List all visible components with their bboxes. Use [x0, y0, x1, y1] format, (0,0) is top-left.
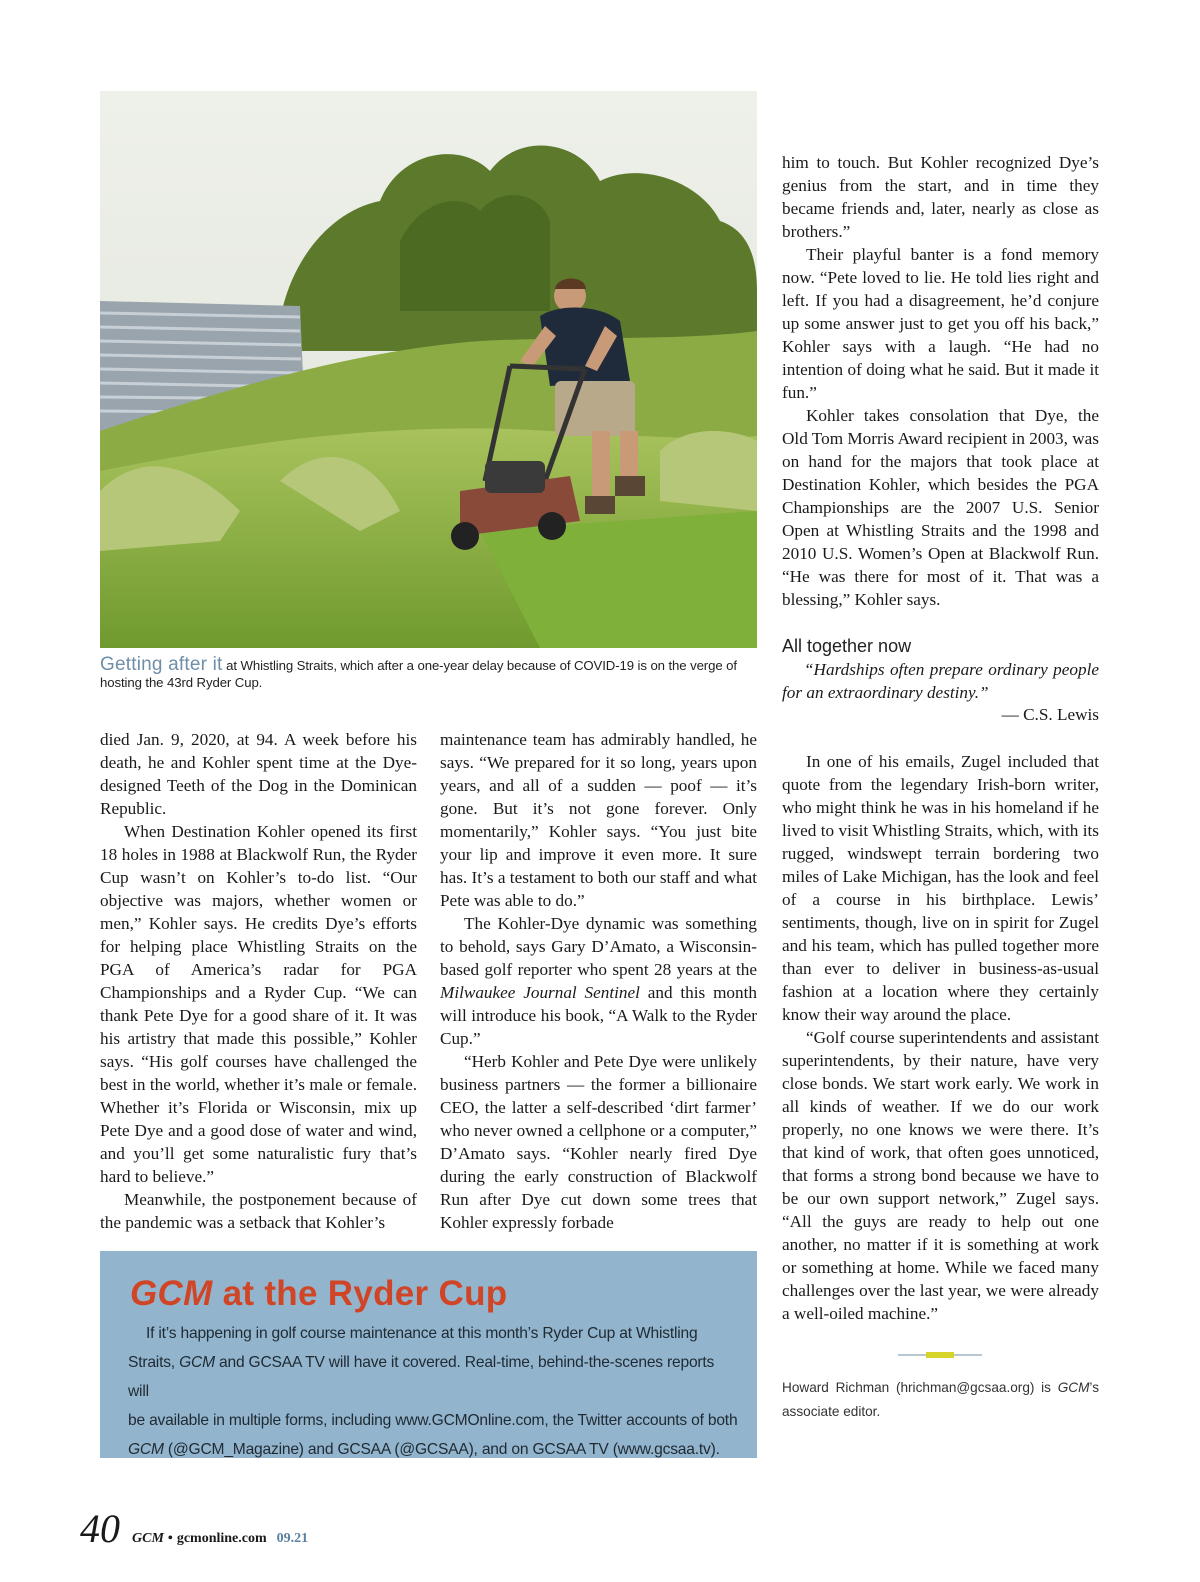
paragraph: maintenance team has admirably handled, he says. “We prepared for it so long, years upon years, and all of a sudden — poof — it’s gone. But it’s not gone forever. Only momentarily,” Kohler says. “You just bite your lip and improve it even more. It sure has. It’s a testament to both our staff and what Pete was able to do.” — [440, 730, 757, 910]
paragraph-text: and this month will introduce his book, “A Walk to the Ryder Cup.” — [440, 983, 757, 1048]
publication-title: Milwaukee Journal Sentinel — [440, 983, 640, 1002]
paragraph: Kohler takes consolation that Dye, the Old Tom Morris Award recipient in 2003, was on hand for the majors that took place at Destination Kohler, which besides the PGA Championships are the 2007 U.S. Senior Open at Whistling Straits and the 1998 and 2010 U.S. Women’s Open at Blackwolf Run. “He was there for most of it. That was a blessing,” Kohler says. — [782, 406, 1099, 609]
article-column-3-top — [782, 151, 1099, 611]
sidebar-box — [100, 1251, 757, 1458]
feature-photo — [100, 91, 757, 648]
sidebar-text: (@GCM_Magazine) and GCSAA (@GCSAA), and on GCSAA TV (www.gcsaa.tv). — [167, 1441, 720, 1458]
page-footer — [80, 1505, 309, 1551]
bio-magazine: GCM — [1057, 1380, 1090, 1395]
sidebar-text: Straits, — [128, 1354, 175, 1371]
end-divider — [898, 1354, 982, 1356]
photo-caption — [100, 656, 755, 691]
paragraph: Meanwhile, the postponement because of the pandemic was a setback that Kohler’s — [100, 1190, 417, 1232]
caption-text: at Whistling Straits, which after a one-year delay because of COVID-19 is on the verge of hosting the 43rd Ryder Cup. — [100, 658, 737, 690]
epigraph-quote — [782, 658, 1099, 704]
sidebar-line: be available in multiple forms, including www.GCMOnline.com, the Twitter accounts of both — [128, 1412, 738, 1429]
paragraph: Their playful banter is a fond memory now. “Pete loved to lie. He told lies right and left. If you had a disagreement, he’d conjure up some answer just to get you off his back,” Kohler says with a laugh. “He had no intention of doing what he said. But it made it fun.” — [782, 245, 1099, 402]
sidebar-title — [130, 1274, 507, 1314]
bio-text: ’s associate editor. — [782, 1380, 1099, 1419]
epigraph-attribution: — C.S. Lewis — [1001, 705, 1099, 724]
paragraph-text: The Kohler-Dye dynamic was something to behold, says Gary D’Amato, a Wisconsin-based golf reporter who spent 28 years at the — [440, 914, 757, 979]
footer-magazine: GCM — [132, 1531, 164, 1546]
sidebar-text: and GCSAA TV will have it covered. Real-time, behind-the-scenes reports will — [128, 1354, 715, 1400]
paragraph: “Golf course superintendents and assistant superintendents, by their nature, have very close bonds. We start work early. We work in all kinds of weather. If we do our work properly, no one knows we were there. It’s that kind of work, that often goes unnoticed, that forms a strong bond because we have to be our own support network,” Zugel says. “All the guys are ready to help out one another, no matter if it is something at work or something at home. While we faced many challenges over the last year, we were already a well-oiled machine.” — [782, 1028, 1099, 1323]
article-column-2 — [440, 728, 757, 1234]
paragraph: him to touch. But Kohler recognized Dye’s genius from the start, and in time they became friends and, later, nearly as close as brothers.” — [782, 153, 1099, 241]
paragraph: In one of his emails, Zugel included that quote from the legendary Irish-born writer, who might think he was in his homeland if he lived to visit Whistling Straits, which, with its rugged, windswept terrain bordering two miles of Lake Michigan, has the look and feel of a course in his birthplace. Lewis’ sentiments, though, live on in spirit for Zugel and his team, which has pulled together more than ever to deliver in business-as-usual fashion at a location where they certainly know their way around the place. — [782, 752, 1099, 1024]
footer-site: gcmonline.com — [176, 1531, 267, 1546]
footer-separator: • — [167, 1531, 173, 1546]
paragraph: When Destination Kohler opened its first 18 holes in 1988 at Blackwolf Run, the Ryder Cup wasn’t on Kohler’s to-do list. “Our objective was majors, whether women or men,” Kohler says. He credits Dye’s efforts for helping place Whistling Straits on the PGA of America’s radar for PGA Championships and a Ryder Cup. “We can thank Pete Dye for a good share of it. It was his artistry that made this possible,” Kohler says. “His golf courses have challenged the best in the world, whether it’s male or female. Whether it’s Florida or Wisconsin, mix up Pete Dye and a good dose of water and wind, and you’ll get some naturalistic fury that’s hard to believe.” — [100, 822, 417, 1186]
sidebar-title-magazine: GCM — [130, 1274, 213, 1313]
footer-issue: 09.21 — [276, 1531, 309, 1546]
sidebar-title-text: at the Ryder Cup — [222, 1274, 508, 1313]
author-bio — [782, 1376, 1099, 1424]
section-subhead: All together now — [782, 636, 912, 656]
paragraph — [440, 912, 757, 1050]
sidebar-line — [128, 1348, 738, 1406]
article-column-1 — [100, 728, 417, 1234]
caption-lead: Getting after it — [100, 654, 223, 675]
sidebar-line: If it’s happening in golf course maintenance at this month’s Ryder Cup at Whistling — [146, 1325, 698, 1342]
photo-mower-icon — [100, 91, 757, 648]
sidebar-magazine: GCM — [128, 1441, 164, 1458]
sidebar-body — [128, 1319, 738, 1464]
page-number: 40 — [80, 1506, 120, 1551]
sidebar-line — [128, 1435, 738, 1464]
sidebar-magazine: GCM — [179, 1354, 215, 1371]
epigraph-text: “Hardships often prepare ordinary people for an extraordinary destiny.” — [782, 660, 1099, 702]
article-column-3-bottom — [782, 750, 1099, 1325]
divider-accent — [926, 1352, 954, 1358]
paragraph: died Jan. 9, 2020, at 94. A week before his death, he and Kohler spent time at the Dye-designed Teeth of the Dog in the Dominican Republic. — [100, 730, 417, 818]
paragraph: “Herb Kohler and Pete Dye were unlikely business partners — the former a billionaire CEO, the latter a self-described ‘dirt farmer’ who never owned a cellphone or a computer,” D’Amato says. “Kohler nearly fired Dye during the early construction of Blackwolf Run after Dye cut down some trees that Kohler expressly forbade — [440, 1052, 757, 1232]
bio-text: Howard Richman (hrichman@gcsaa.org) is — [782, 1380, 1051, 1395]
